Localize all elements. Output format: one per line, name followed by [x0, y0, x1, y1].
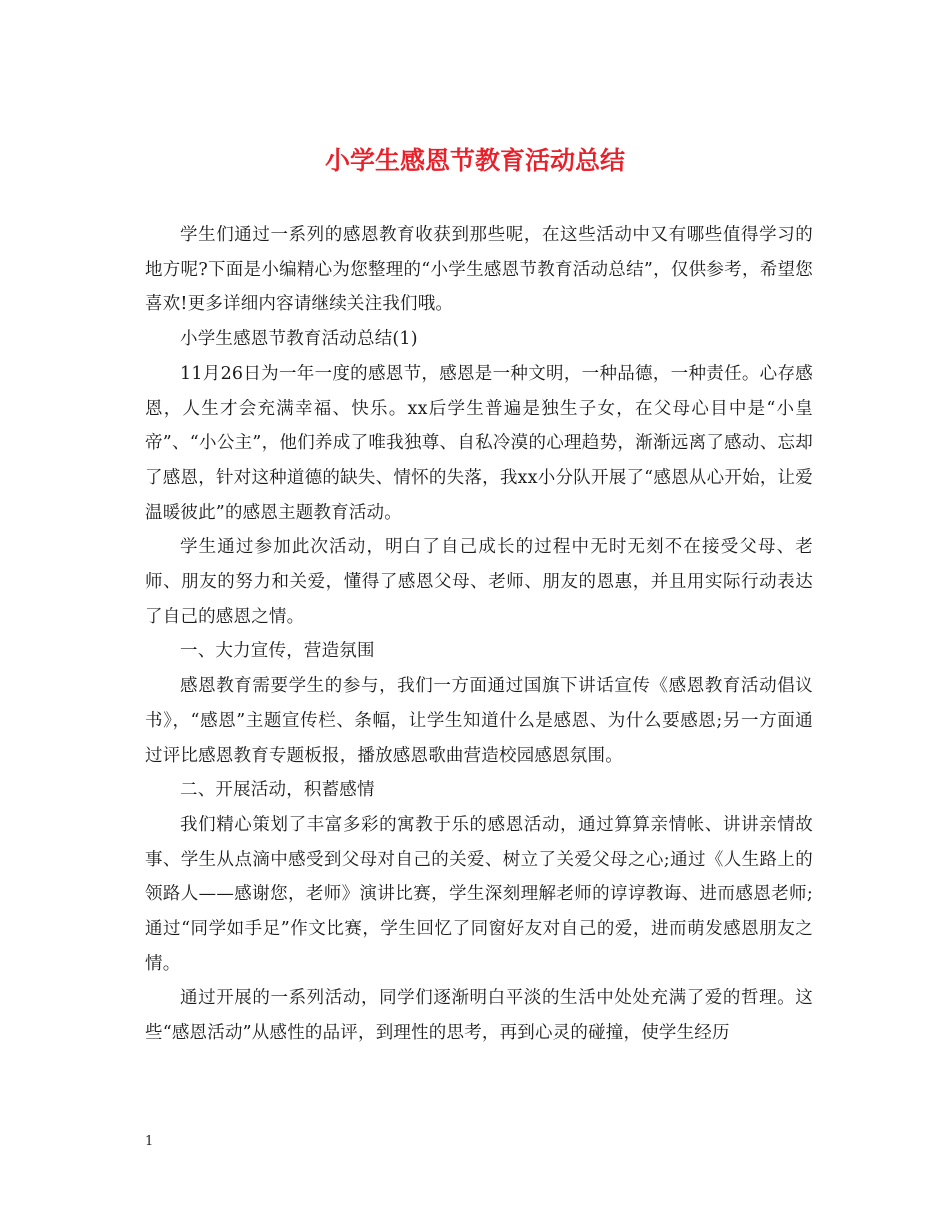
page-number: 1 [145, 1134, 154, 1149]
thanksgiving-paragraph: 11月26日为一年一度的感恩节，感恩是一种文明，一种品德，一种责任。心存感恩，人生才会充满幸福、快乐。xx后学生普遍是独生子女，在父母心目中是“小皇帝”、“小公主”，他们养成了唯我独尊、自私冷漠的心理趋势，渐渐远离了感动、忘却了感恩，针对这种道德的缺失、情怀的失落，我xx小分队开展了“感恩从心开始，让爱温暖彼此”的感恩主题教育活动。 [145, 363, 813, 523]
section-heading-publicity: 一、大力宣传，营造氛围 [180, 641, 375, 662]
section-heading-activities: 二、开展活动，积蓄感情 [180, 780, 375, 801]
outcome-paragraph: 学生通过参加此次活动，明白了自己成长的过程中无时无刻不在接受父母、老师、朋友的努力和关爱，懂得了感恩父母、老师、朋友的恩惠，并且用实际行动表达了自己的感恩之情。 [145, 537, 813, 627]
document-body [145, 218, 813, 1051]
conclusion-paragraph: 通过开展的一系列活动，同学们逐渐明白平淡的生活中处处充满了爱的哲理。这些“感恩活动”从感性的品评，到理性的思考，再到心灵的碰撞，使学生经历 [145, 988, 813, 1044]
document-title: 小学生感恩节教育活动总结 [324, 146, 625, 175]
intro-paragraph: 学生们通过一系列的感恩教育收获到那些呢，在这些活动中又有哪些值得学习的地方呢?下面是小编精心为您整理的“小学生感恩节教育活动总结”，仅供参考，希望您喜欢!更多详细内容请继续关注我们哦。 [145, 225, 813, 315]
section-heading-summary-1: 小学生感恩节教育活动总结(1) [180, 329, 418, 350]
publicity-paragraph: 感恩教育需要学生的参与，我们一方面通过国旗下讲话宣传《感恩教育活动倡议书》，“感恩”主题宣传栏、条幅，让学生知道什么是感恩、为什么要感恩;另一方面通过评比感恩教育专题板报，播放感恩歌曲营造校园感恩氛围。 [145, 676, 813, 766]
activities-paragraph: 我们精心策划了丰富多彩的寓教于乐的感恩活动，通过算算亲情帐、讲讲亲情故事、学生从点滴中感受到父母对自己的关爱、树立了关爱父母之心;通过《人生路上的领路人——感谢您，老师》演讲比赛，学生深刻理解老师的谆谆教诲、进而感恩老师;通过“同学如手足”作文比赛，学生回忆了同窗好友对自己的爱，进而萌发感恩朋友之情。 [145, 814, 813, 974]
